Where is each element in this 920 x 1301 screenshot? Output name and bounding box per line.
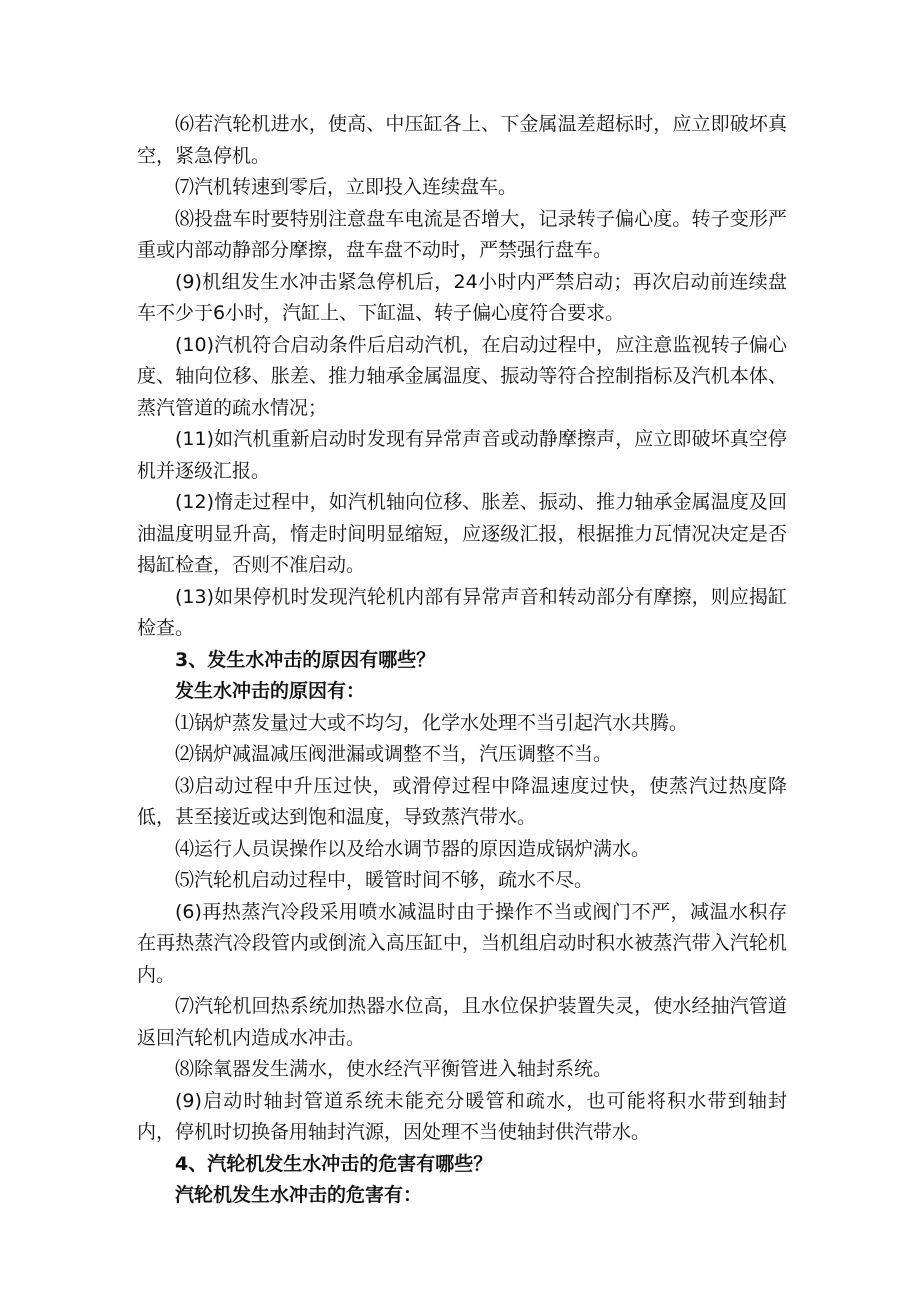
cause-item-4: ⑷运行人员误操作以及给水调节器的原因造成锅炉满水。 bbox=[175, 837, 651, 860]
cause-item-8: ⑻除氧器发生满水，使水经汽平衡管进入轴封系统。 bbox=[175, 1058, 613, 1080]
cause-item-9: (9)启动时轴封管道系统未能充分暖管和疏水，也可能将积水带到轴封内，停机时切换备用轴封汽源，因处理不当使轴封供汽带水。 bbox=[137, 1089, 787, 1143]
paragraph-10-startup-monitoring: (10)汽机符合启动条件后启动汽机，在启动过程中，应注意监视转子偏心度、轴向位移、胀差、推力轴承金属温度、振动等符合控制指标及汽机本体、蒸汽管道的疏水情况； bbox=[137, 333, 787, 419]
answer-heading-hazards: 汽轮机发生水冲击的危害有： bbox=[175, 1184, 423, 1206]
cause-item-6: (6)再热蒸汽冷段采用喷水减温时由于操作不当或阀门不严，减温水积存在再热蒸汽冷段管内或倒流入高压缸中，当机组启动时积水被蒸汽带入汽轮机内。 bbox=[137, 900, 787, 986]
paragraph-6-steam-ingress-vacuum: ⑹若汽轮机进水，使高、中压缸各上、下金属温差超标时，应立即破坏真空，紧急停机。 bbox=[137, 113, 787, 167]
answer-heading-causes: 发生水冲击的原因有： bbox=[175, 680, 366, 702]
paragraph-8-turning-current: ⑻投盘车时要特别注意盘车电流是否增大，记录转子偏心度。转子变形严重或内部动静部分摩擦，盘车盘不动时，严禁强行盘车。 bbox=[137, 207, 787, 261]
cause-item-5: ⑸汽轮机启动过程中，暖管时间不够，疏水不尽。 bbox=[175, 869, 594, 891]
paragraph-12-coastdown: (12)惰走过程中，如汽机轴向位移、胀差、振动、推力轴承金属温度及回油温度明显升高，惰走时间明显缩短，应逐级汇报，根据推力瓦情况决定是否揭缸检查，否则不准启动。 bbox=[137, 491, 787, 576]
cause-item-7: ⑺汽轮机回热系统加热器水位高，且水位保护装置失灵，使水经抽汽管道返回汽轮机内造成水冲击。 bbox=[137, 995, 787, 1049]
cause-item-2: ⑵锅炉减温减压阀泄漏或调整不当，汽压调整不当。 bbox=[175, 743, 613, 765]
cause-item-1: ⑴锅炉蒸发量过大或不均匀，化学水处理不当引起汽水共腾。 bbox=[175, 711, 689, 734]
document-page bbox=[137, 109, 787, 1212]
paragraph-13-internal-friction: (13)如果停机时发现汽轮机内部有异常声音和转动部分有摩擦，则应揭缸检查。 bbox=[137, 585, 787, 639]
paragraph-9-restart-wait: (9)机组发生水冲击紧急停机后，24小时内严禁启动；再次启动前连续盘车不少于6小时，汽缸上、下缸温、转子偏心度符合要求。 bbox=[137, 270, 787, 324]
section-heading-4: 4、汽轮机发生水冲击的危害有哪些？ bbox=[175, 1152, 493, 1175]
cause-item-3: ⑶启动过程中升压过快，或滑停过程中降温速度过快，使蒸汽过热度降低，甚至接近或达到饱和温度，导致蒸汽带水。 bbox=[137, 774, 787, 828]
section-heading-3: 3、发生水冲击的原因有哪些？ bbox=[175, 648, 436, 671]
paragraph-7-continuous-turning: ⑺汽机转速到零后，立即投入连续盘车。 bbox=[175, 176, 518, 198]
paragraph-11-abnormal-sound: (11)如汽机重新启动时发现有异常声音或动静摩擦声，应立即破坏真空停机并逐级汇报。 bbox=[137, 428, 787, 482]
